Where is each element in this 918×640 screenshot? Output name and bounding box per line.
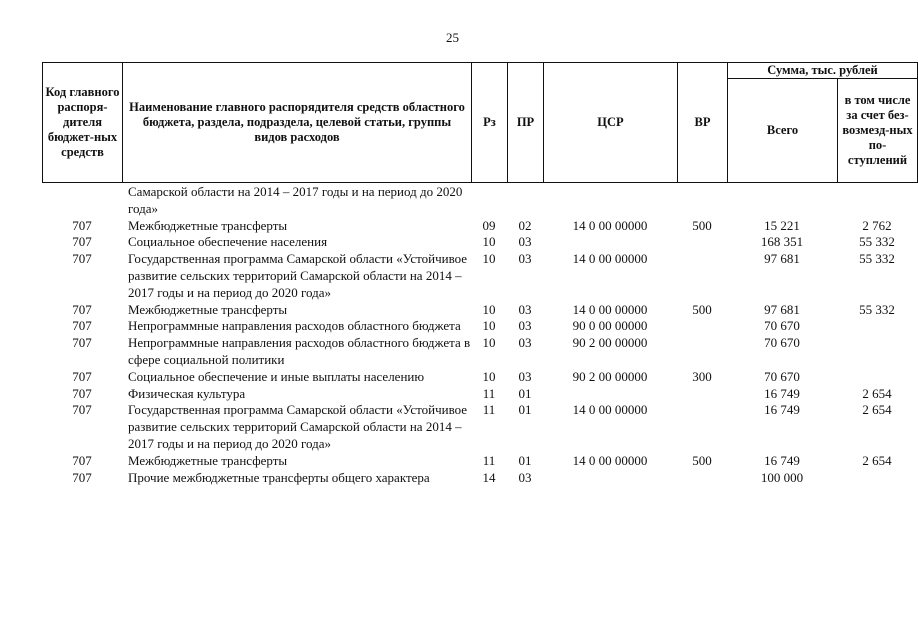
table-row: [42, 335, 887, 369]
header-name: Наименование главного распорядителя средств областного бюджета, раздела, подраздела, целевой статьи, группы видов расходов: [123, 63, 472, 183]
cell-rz: 10: [482, 301, 496, 317]
table-row: [42, 470, 887, 487]
cell-pr: 03: [518, 469, 532, 485]
cell-pr: 01: [518, 402, 532, 418]
header-sum: Сумма, тыс. рублей: [728, 63, 918, 79]
cell-pr: 02: [518, 217, 532, 233]
cell-csr: 14 0 00 00000: [572, 402, 648, 418]
table-row: [42, 234, 895, 251]
cell-vr: [677, 184, 727, 218]
cell-pr: 03: [518, 318, 532, 334]
cell-rz: 10: [482, 234, 496, 250]
cell-pr: 03: [518, 234, 532, 250]
cell-csr: [543, 234, 677, 251]
cell-csr: [543, 386, 677, 403]
cell-free: 55 332: [859, 301, 895, 317]
cell-free: 2 654: [862, 402, 892, 418]
cell-total: 70 670: [764, 318, 800, 334]
cell-free: [837, 184, 917, 218]
cell-vr: [677, 386, 727, 403]
cell-total: 168 351: [760, 234, 804, 250]
cell-name: Межбюджетные трансферты: [128, 452, 288, 468]
cell-rz: 14: [482, 469, 496, 485]
cell-pr: [507, 184, 543, 218]
cell-total: 97 681: [764, 301, 800, 317]
cell-rz: 11: [482, 402, 496, 418]
cell-csr: [543, 184, 677, 218]
cell-vr: 500: [692, 301, 712, 317]
cell-vr: [677, 335, 727, 369]
header-rz: Рз: [472, 63, 508, 183]
table-body: [42, 184, 895, 486]
cell-free: 55 332: [859, 234, 895, 250]
cell-rz: 10: [482, 368, 496, 384]
cell-rz: 09: [482, 217, 496, 233]
cell-total: 100 000: [760, 469, 804, 485]
cell-code: 707: [72, 301, 92, 317]
cell-free: 55 332: [859, 251, 895, 267]
cell-rz: 10: [482, 251, 496, 267]
cell-code: 707: [72, 469, 92, 485]
table-row: [42, 184, 887, 218]
header-vr: ВР: [678, 63, 728, 183]
cell-vr: [677, 470, 727, 487]
cell-vr: [677, 318, 727, 335]
cell-name: Межбюджетные трансферты: [128, 301, 288, 317]
cell-code: 707: [72, 452, 92, 468]
cell-code: 707: [72, 251, 92, 267]
cell-total: 16 749: [764, 385, 800, 401]
cell-free: 2 654: [862, 385, 892, 401]
table-row: [42, 402, 892, 452]
cell-total: 15 221: [764, 217, 800, 233]
header-free: в том числе за счет без-возмезд-ных по-ступлений: [838, 79, 918, 183]
cell-free: 2 654: [862, 452, 892, 468]
table-row: [42, 369, 887, 386]
cell-name: Социальное обеспечение и иные выплаты населению: [128, 368, 425, 384]
cell-name: Государственная программа Самарской области «Устойчивое развитие сельских территорий Самарской области на 2014 – 2017 годы и на период до 2020 года»: [128, 402, 468, 451]
cell-name: Непрограммные направления расходов областного бюджета в сфере социальной политики: [128, 335, 471, 367]
cell-rz: [471, 184, 507, 218]
cell-csr: 90 2 00 00000: [572, 368, 648, 384]
header-code: Код главного распоря-дителя бюджет-ных средств: [43, 63, 123, 183]
cell-code: 707: [72, 335, 92, 351]
cell-name: Межбюджетные трансферты: [128, 217, 288, 233]
cell-free: [837, 335, 917, 369]
cell-csr: 90 2 00 00000: [572, 335, 648, 351]
cell-vr: [677, 402, 727, 452]
cell-free: [837, 369, 917, 386]
cell-csr: 90 0 00 00000: [572, 318, 648, 334]
table-row: [42, 318, 887, 335]
cell-total: [727, 184, 837, 218]
table-row: [42, 301, 895, 319]
cell-vr: [677, 251, 727, 301]
cell-code: 707: [72, 318, 92, 334]
cell-name: Физическая культура: [128, 385, 246, 401]
cell-pr: 03: [518, 251, 532, 267]
cell-total: 70 670: [764, 368, 800, 384]
cell-vr: 500: [692, 217, 712, 233]
cell-code: 707: [72, 402, 92, 418]
cell-free: [837, 470, 917, 487]
cell-vr: 300: [692, 368, 712, 384]
cell-total: 16 749: [764, 452, 800, 468]
cell-total: 70 670: [764, 335, 800, 351]
header-csr: ЦСР: [544, 63, 678, 183]
header-total: Всего: [728, 79, 838, 183]
cell-pr: 01: [518, 385, 532, 401]
cell-code: 707: [72, 385, 92, 401]
cell-vr: [677, 234, 727, 251]
cell-rz: 10: [482, 318, 496, 334]
cell-name: Непрограммные направления расходов областного бюджета: [128, 318, 461, 334]
cell-code: [42, 184, 122, 218]
cell-code: 707: [72, 217, 92, 233]
cell-total: 16 749: [764, 402, 800, 418]
cell-pr: 01: [518, 452, 532, 468]
table-row: [42, 385, 892, 403]
cell-name: Социальное обеспечение населения: [128, 234, 328, 250]
cell-name: Государственная программа Самарской области «Устойчивое развитие сельских территорий Самарской области на 2014 – 2017 годы и на период до 2020 года»: [128, 251, 468, 300]
cell-vr: 500: [692, 452, 712, 468]
table-row: [42, 452, 892, 470]
cell-code: 707: [72, 234, 92, 250]
table-row: [42, 251, 895, 301]
page-number: 25: [446, 30, 459, 45]
cell-csr: 14 0 00 00000: [572, 251, 648, 267]
cell-code: 707: [72, 368, 92, 384]
cell-free: [837, 318, 917, 335]
cell-csr: 14 0 00 00000: [572, 217, 648, 233]
cell-total: 97 681: [764, 251, 800, 267]
cell-csr: 14 0 00 00000: [572, 452, 648, 468]
table-row: [42, 217, 892, 235]
cell-rz: 11: [482, 385, 496, 401]
cell-csr: [543, 470, 677, 487]
cell-name: Самарской области на 2014 – 2017 годы и на период до 2020 года»: [128, 184, 463, 216]
cell-name: Прочие межбюджетные трансферты общего характера: [128, 469, 430, 485]
header-pr: ПР: [508, 63, 544, 183]
cell-pr: 03: [518, 335, 532, 351]
cell-pr: 03: [518, 368, 532, 384]
cell-free: 2 762: [862, 217, 892, 233]
table-header: [42, 62, 918, 183]
cell-rz: 10: [482, 335, 496, 351]
cell-csr: 14 0 00 00000: [572, 301, 648, 317]
cell-rz: 11: [482, 452, 496, 468]
cell-pr: 03: [518, 301, 532, 317]
